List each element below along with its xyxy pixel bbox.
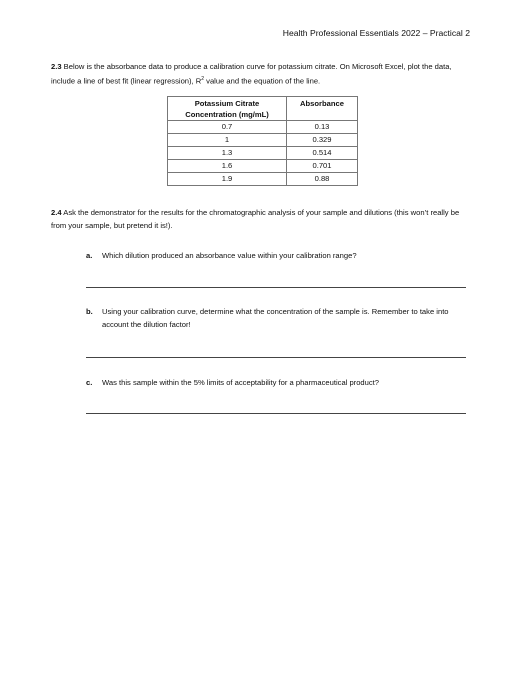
question-c-text: Was this sample within the 5% limits of acceptability for a pharmaceutical product? xyxy=(102,378,380,387)
question-a-letter: a. xyxy=(86,251,93,260)
absorbance-cell: 0.514 xyxy=(287,147,358,160)
absorbance-cell: 0.329 xyxy=(287,134,358,147)
absorbance-column-header: Absorbance xyxy=(287,97,358,121)
section-2-3-text-end: value and the equation of the line. xyxy=(204,76,321,86)
answer-line-b xyxy=(86,357,466,358)
absorbance-data-table xyxy=(167,96,358,186)
absorbance-cell: 0.701 xyxy=(287,160,358,173)
section-2-4-paragraph xyxy=(51,206,471,232)
absorbance-cell: 0.88 xyxy=(287,173,358,186)
section-2-3-number: 2.3 xyxy=(51,62,62,71)
section-2-3-paragraph xyxy=(51,60,471,88)
table-row xyxy=(168,173,358,186)
table-row xyxy=(168,160,358,173)
concentration-cell: 1.9 xyxy=(168,173,287,186)
table-row xyxy=(168,134,358,147)
section-2-4-text: Ask the demonstrator for the results for the chromatographic analysis of your sample and dilutions (this won’t really be from your sample, but pretend it is!). xyxy=(51,208,460,230)
answer-line-c xyxy=(86,413,466,414)
absorbance-cell: 0.13 xyxy=(287,121,358,134)
question-b-letter: b. xyxy=(86,307,93,316)
concentration-cell: 1 xyxy=(168,134,287,147)
table-header-row xyxy=(168,97,358,121)
page-header: Health Professional Essentials 2022 – Practical 2 xyxy=(282,28,470,38)
concentration-cell: 1.6 xyxy=(168,160,287,173)
section-2-4-number: 2.4 xyxy=(51,208,62,217)
r-squared-superscript: 2 xyxy=(201,76,205,82)
concentration-cell: 0.7 xyxy=(168,121,287,134)
question-c-letter: c. xyxy=(86,378,93,387)
concentration-cell: 1.3 xyxy=(168,147,287,160)
table-row xyxy=(168,147,358,160)
concentration-column-header: Potassium Citrate Concentration (mg/mL) xyxy=(168,97,287,121)
question-b-text: Using your calibration curve, determine what the concentration of the sample is. Remember to take into account the dilution factor! xyxy=(102,307,449,329)
section-2-3-text: Below is the absorbance data to produce a calibration curve for potassium citrate. On Microsoft Excel, plot the data, include a line of best fit (linear regression), R xyxy=(51,62,452,86)
table-row xyxy=(168,121,358,134)
question-a-text: Which dilution produced an absorbance value within your calibration range? xyxy=(102,251,357,260)
answer-line-a xyxy=(86,287,466,288)
